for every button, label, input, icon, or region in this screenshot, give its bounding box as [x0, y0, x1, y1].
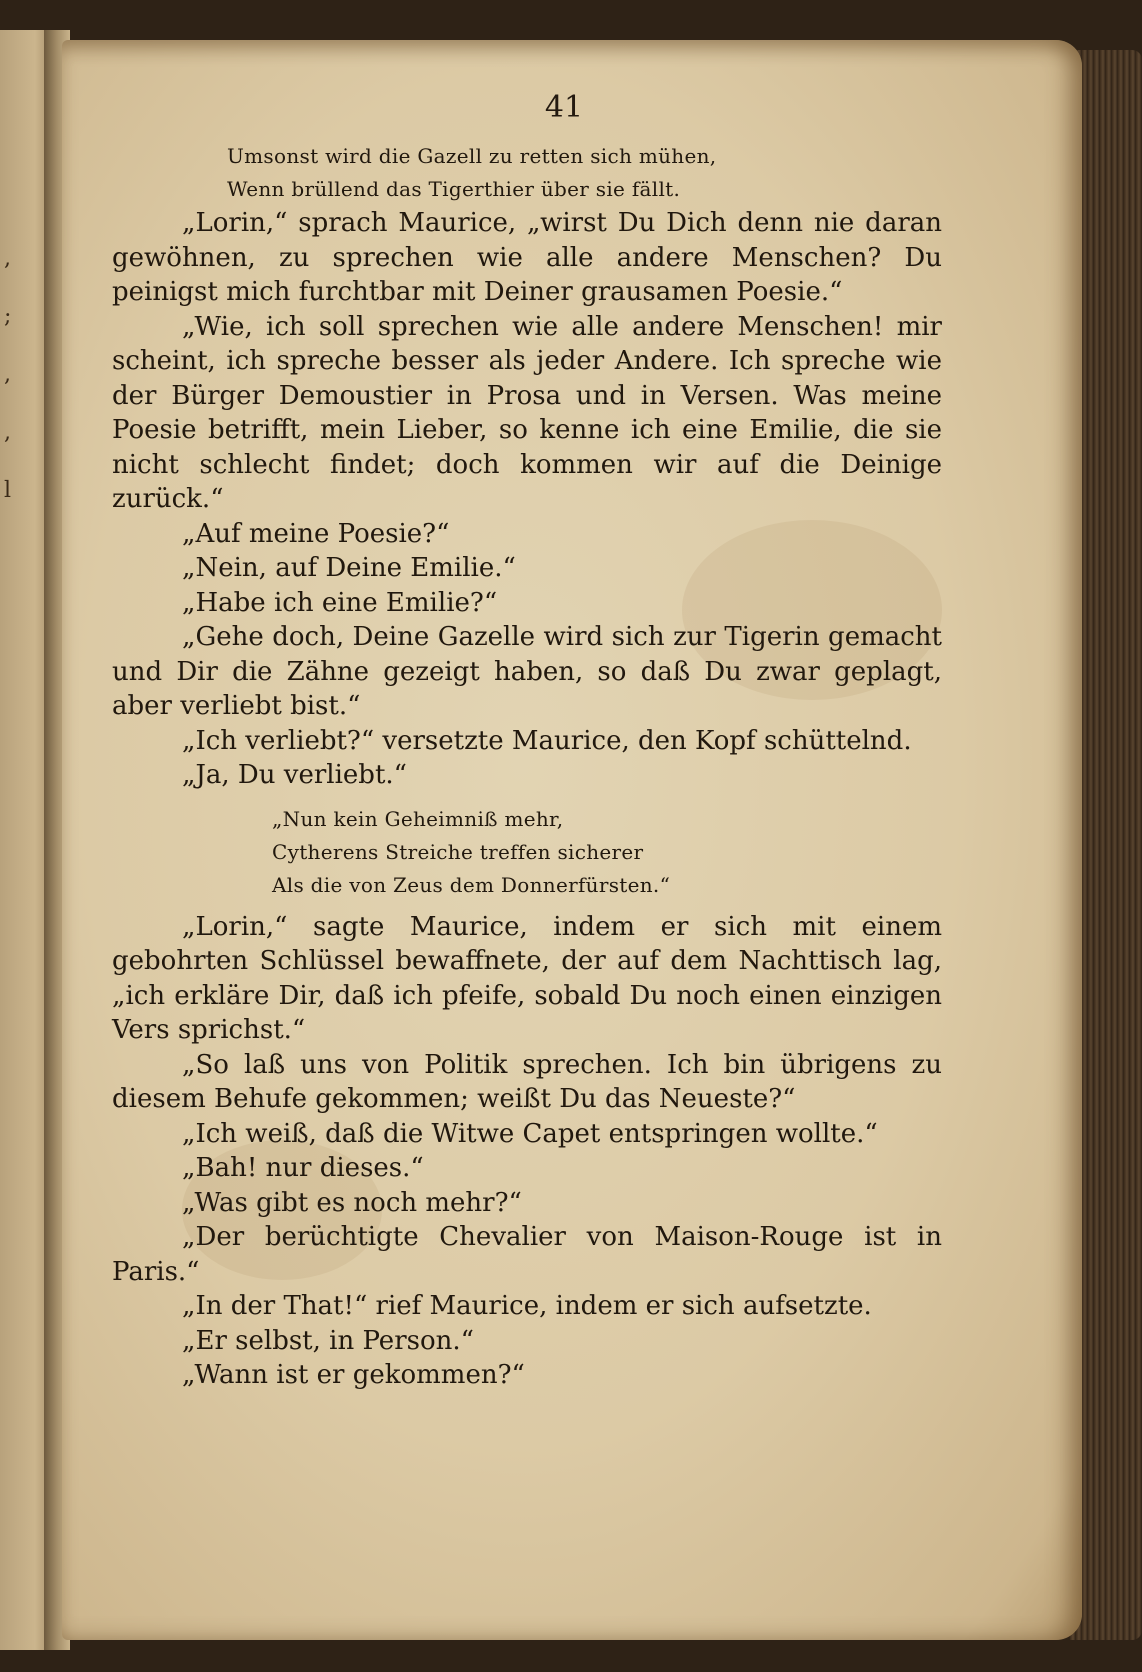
paragraph: „Lorin,“ sagte Maurice, indem er sich mit einem gebohrten Schlüssel bewaffnete, der auf dem Nachttisch lag, „ich erkläre Dir, daß ich pfeife, sobald Du noch einen einzigen Vers sprichst.“ [112, 911, 942, 1045]
page-number: 41 [544, 90, 584, 125]
paragraph: „Habe ich eine Emilie?“ [182, 587, 498, 618]
paragraph: „Wie, ich soll sprechen wie alle andere Menschen! mir scheint, ich spreche besser als jeder Andere. Ich spreche wie der Bürger Demoustier in Prosa und in Versen. Was meine Poesie betrifft, mein Lieber, so kenne ich eine Emilie, die sie nicht schlecht findet; doch kommen wir auf die Deinige zurück.“ [112, 311, 942, 514]
paragraph: „Was gibt es noch mehr?“ [182, 1187, 522, 1218]
paragraph: „So laß uns von Politik sprechen. Ich bin übrigens zu diesem Behufe gekommen; weißt Du das Neueste?“ [112, 1049, 942, 1114]
paragraph: „Ja, Du verliebt.“ [182, 760, 407, 790]
previous-page-fragments: , ; , , l [4, 246, 12, 503]
paragraph: „Wann ist er gekommen?“ [182, 1360, 525, 1390]
verse-opening [112, 140, 942, 206]
paragraph: „Gehe doch, Deine Gazelle wird sich zur Tigerin gemacht und Dir die Zähne gezeigt haben, so daß Du zwar geplagt, aber verliebt bist.“ [112, 622, 942, 721]
verse-line: „Nun kein Geheimniß mehr, [272, 806, 564, 831]
paragraph: „Bah! nur dieses.“ [182, 1153, 424, 1183]
paragraph: „Auf meine Poesie?“ [182, 518, 450, 549]
verse-line: Cytherens Streiche treffen sicherer [272, 839, 644, 864]
verse-line: Als die von Zeus dem Donnerfürsten.“ [272, 872, 671, 897]
paragraph: „Lorin,“ sprach Maurice, „wirst Du Dich denn nie daran gewöhnen, zu sprechen wie alle andere Menschen? Du peinigst mich furchtbar mit Deiner grausamen Poesie.“ [112, 208, 942, 307]
verse-line: Umsonst wird die Gazell zu retten sich mühen, [227, 144, 717, 168]
paragraph: „Ich weiß, daß die Witwe Capet entspringen wollte.“ [182, 1118, 878, 1149]
paragraph: „Er selbst, in Person.“ [182, 1325, 474, 1356]
paragraph: „Der berüchtigte Chevalier von Maison-Rouge ist in Paris.“ [112, 1222, 942, 1287]
verse-middle [112, 803, 942, 902]
verse-line: Wenn brüllend das Tigerthier über sie fällt. [227, 177, 681, 201]
paragraph: „Ich verliebt?“ versetzte Maurice, den Kopf schüttelnd. [182, 725, 912, 756]
paragraph: „In der That!“ rief Maurice, indem er sich aufsetzte. [182, 1291, 872, 1321]
paragraph: „Nein, auf Deine Emilie.“ [182, 553, 516, 583]
page-text [112, 140, 942, 1393]
